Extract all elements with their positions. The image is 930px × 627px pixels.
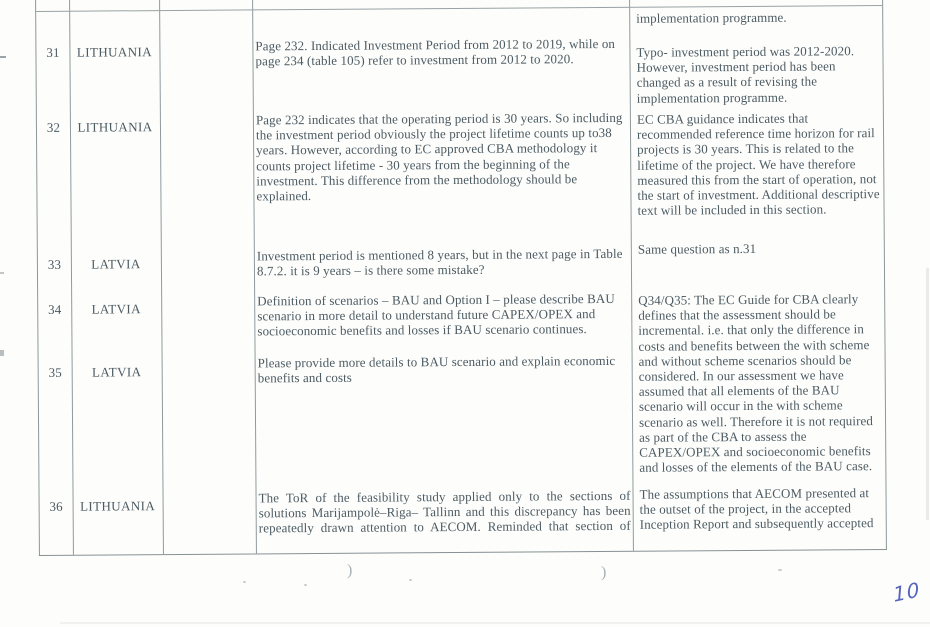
row-33-number: 33 <box>47 256 62 272</box>
scan-edge-shadow <box>926 268 929 520</box>
row-35-country: LATVIA <box>91 364 142 380</box>
column-divider <box>159 0 164 554</box>
row-32-number: 32 <box>46 119 61 135</box>
row-32-country: LITHUANIA <box>77 119 153 135</box>
scanned-table-region <box>35 0 885 555</box>
row-34-35-response: Q34/Q35: The EC Guide for CBA clearly defines that the assessment should be incremental. i.e. that only the difference in costs and benefits between the with scheme and without scheme scenarios should be considered. In our assessment we have assumed that all elements of the BAU scenario will occur in the with scheme scenario as well. Therefore it is not required as part of the CBA to assess the CAPEX/OPEX and socioeconomic benefits and losses of the elements of the BAU case. <box>638 291 874 475</box>
row-32-comment: Page 232 indicates that the operating period is 30 years. So including the investment period obviously the project lifetime counts up to38 years. However, according to EC approved CBA methodology it counts project lifetime - 30 years from the beginning of the investment. This difference from the methodology should be explained. <box>255 109 623 204</box>
row-34-number: 34 <box>48 301 62 317</box>
continuation-response-cell: implementation programme. <box>636 9 787 26</box>
row-31-country: LITHUANIA <box>76 44 153 60</box>
column-divider <box>69 0 74 555</box>
scan-edge-shadow <box>60 622 930 624</box>
scan-edge-mark <box>0 350 4 356</box>
comments-table <box>35 0 887 556</box>
row-32-response: EC CBA guidance indicates that recommended reference time horizon for rail projects is 30 years. This is related to the lifetime of the project. We have therefore measured this from the start of operation, not the start of investment. Additional descriptive text will be included in this section. <box>636 110 880 218</box>
row-31-comment: Page 232. Indicated Investment Period from 2012 to 2019, while on page 234 (table 105) refer to investment from 2012 to 2020. <box>255 35 616 69</box>
row-36-country: LITHUANIA <box>80 498 156 514</box>
row-35-comment: Please provide more details to BAU scenario and explain economic benefits and costs <box>257 352 616 386</box>
scan-edge-mark <box>0 56 6 58</box>
row-36-response: The assumptions that AECOM presented at the outset of the project, in the accepted Inception Report and subsequently accepted <box>639 485 874 533</box>
row-36-number: 36 <box>49 498 63 514</box>
scan-speck <box>409 579 412 581</box>
row-35-number: 35 <box>48 364 62 380</box>
pen-mark: ) <box>347 562 353 579</box>
row-34-country: LATVIA <box>91 301 141 317</box>
row-33-response: Same question as n.31 <box>637 240 757 257</box>
scan-speck <box>243 581 246 583</box>
row-36-comment: The ToR of the feasibility study applied only to the sections of solutions Marijampolė–Riga– Tallinn and this discrepancy has been repeatedly drawn attention to AECOM. Reminded that section of <box>258 487 631 536</box>
row-33-comment: Investment period is mentioned 8 years, but in the next page in Table 8.7.2. it is 9 years – is there some mistake? <box>256 245 623 279</box>
column-divider <box>629 0 634 551</box>
scan-speck <box>304 584 307 586</box>
row-33-country: LATVIA <box>91 256 141 272</box>
row-31-number: 31 <box>46 44 60 60</box>
row-31-response: Typo- investment period was 2012-2020. However, investment period has been changed as a result of revising the implementation programme. <box>636 43 855 106</box>
pen-mark: ) <box>601 564 607 581</box>
handwritten-page-number: 10 <box>892 577 922 607</box>
scan-edge-mark <box>0 272 4 274</box>
row-34-comment: Definition of scenarios – BAU and Option I – please describe BAU scenario in more detail to understand future CAPEX/OPEX and socioeconomic benefits and losses if BAU scenario continues. <box>257 290 615 339</box>
scan-speck <box>778 569 782 571</box>
